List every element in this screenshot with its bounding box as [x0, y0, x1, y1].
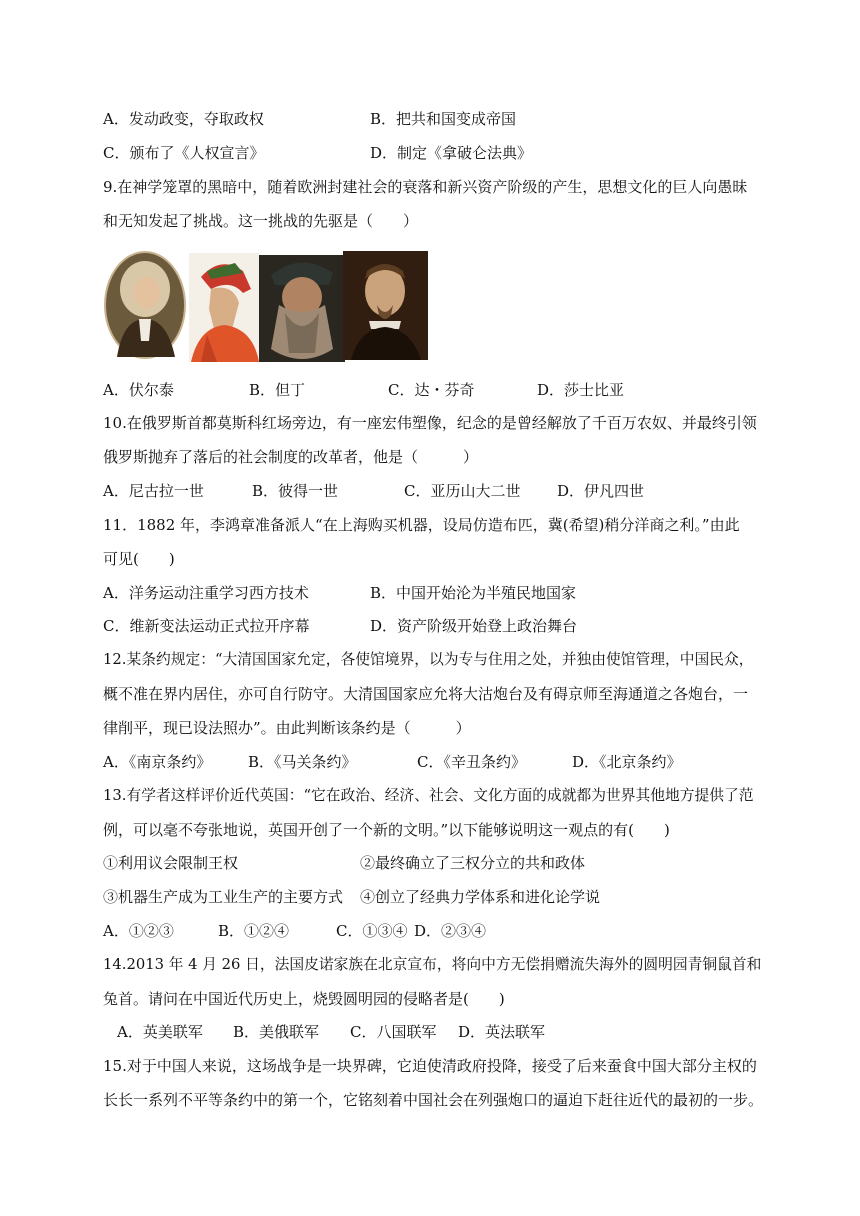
- q11-stem-line-2: 可见( ): [103, 550, 175, 568]
- q14-option-b: B．美俄联军: [233, 1023, 320, 1041]
- q10-option-d: D．伊凡四世: [557, 482, 645, 500]
- q11-option-b: B．中国开始沦为半殖民地国家: [370, 584, 577, 602]
- q13-option-a: A．①②③: [103, 922, 174, 940]
- q12-option-a: A．《南京条约》: [103, 753, 212, 771]
- q8-option-d: D．制定《拿破仑法典》: [370, 144, 533, 162]
- q10-stem-line-1: 10.在俄罗斯首都莫斯科红场旁边，有一座宏伟塑像，纪念的是曾经解放了千百万农奴、并最终引领: [103, 414, 757, 432]
- q9-option-d: D．莎士比亚: [537, 381, 625, 399]
- q11-option-c: C．维新变法运动正式拉开序幕: [103, 617, 310, 635]
- q14-option-c: C．八国联军: [350, 1023, 437, 1041]
- q13-item-2: ②最终确立了三权分立的共和政体: [360, 854, 586, 872]
- q9-option-b: B．但丁: [249, 381, 306, 399]
- q13-stem-line-2: 例，可以毫不夸张地说，英国开创了一个新的文明。”以下能够说明这一观点的有( ): [103, 821, 670, 839]
- q13-option-d: D．②③④: [414, 922, 487, 940]
- q8-option-b: B．把共和国变成帝国: [370, 110, 517, 128]
- q14-option-d: D．英法联军: [458, 1023, 546, 1041]
- q12-option-b: B．《马关条约》: [248, 753, 357, 771]
- q11-option-a: A．洋务运动注重学习西方技术: [103, 584, 309, 602]
- q15-stem-line-2: 长长一系列不平等条约中的第一个，它铭刻着中国社会在列强炮口的逼迫下赶往近代的最初的一步。: [103, 1091, 764, 1109]
- q11-option-d: D．资产阶级开始登上政治舞台: [370, 617, 578, 635]
- q14-option-a: A．英美联军: [117, 1023, 203, 1041]
- q12-option-c: C．《辛丑条约》: [417, 753, 526, 771]
- q13-item-4: ④创立了经典力学体系和进化论学说: [360, 888, 601, 906]
- q13-stem-line-1: 13.有学者这样评价近代英国：“它在政治、经济、社会、文化方面的成就都为世界其他地方提供了范: [103, 787, 754, 804]
- q8-option-c: C．颁布了《人权宣言》: [103, 144, 265, 162]
- q13-option-c: C．①③④: [336, 922, 408, 940]
- q14-stem-line-1: 14.2013 年 4 月 26 日，法国皮诺家族在北京宣布，将向中方无偿捐赠流失海外的圆明园青铜鼠首和: [103, 956, 762, 973]
- q9-option-c: C．达・芬奇: [388, 381, 475, 399]
- q12-stem-line-3: 律削平，现已设法照办”。由此判断该条约是（ ）: [103, 719, 471, 737]
- q9-stem-line-2: 和无知发起了挑战。这一挑战的先驱是（ ）: [103, 212, 419, 230]
- portrait-shakespeare-image: [343, 251, 428, 360]
- q15-stem-line-1: 15.对于中国人来说，这场战争是一块界碑，它迫使清政府投降，接受了后来蚕食中国大部分主权的: [103, 1057, 757, 1075]
- q8-option-a: A．发动政变，夺取政权: [103, 110, 264, 128]
- q14-stem-line-2: 兔首。请问在中国近代历史上，烧毁圆明园的侵略者是( ): [103, 990, 505, 1008]
- portrait-voltaire-image: [104, 251, 186, 359]
- q9-stem-line-1: 9.在神学笼罩的黑暗中，随着欧洲封建社会的衰落和新兴资产阶级的产生，思想文化的巨人向愚昧: [103, 178, 748, 196]
- q13-item-3: ③机器生产成为工业生产的主要方式: [103, 888, 344, 906]
- portrait-da-vinci-image: [259, 255, 345, 362]
- q9-option-a: A．伏尔泰: [103, 381, 174, 399]
- q10-stem-line-2: 俄罗斯抛弃了落后的社会制度的改革者，他是（ ）: [103, 448, 479, 466]
- q11-stem-line-1: 11．1882 年，李鸿章准备派人“在上海购买机器，设局仿造布匹，冀(希望)稍分洋商之利。”由此: [103, 516, 740, 534]
- portrait-dante-image: [189, 253, 259, 362]
- q12-stem-line-2: 概不准在界内居住，亦可自行防守。大清国国家应允将大沽炮台及有碍京师至海通道之各炮台，一: [103, 685, 749, 703]
- q13-item-1: ①利用议会限制王权: [103, 854, 239, 872]
- q13-option-b: B．①②④: [218, 922, 290, 940]
- q10-option-b: B．彼得一世: [252, 482, 339, 500]
- q12-option-d: D．《北京条约》: [572, 753, 682, 771]
- q12-stem-line-1: 12.某条约规定：“大清国国家允定，各使馆境界，以为专与住用之处，并独由使馆管理，中国民众，: [103, 651, 754, 668]
- q10-option-a: A．尼古拉一世: [103, 482, 204, 500]
- q9-portrait-images: [103, 249, 428, 362]
- q10-option-c: C．亚历山大二世: [404, 482, 521, 500]
